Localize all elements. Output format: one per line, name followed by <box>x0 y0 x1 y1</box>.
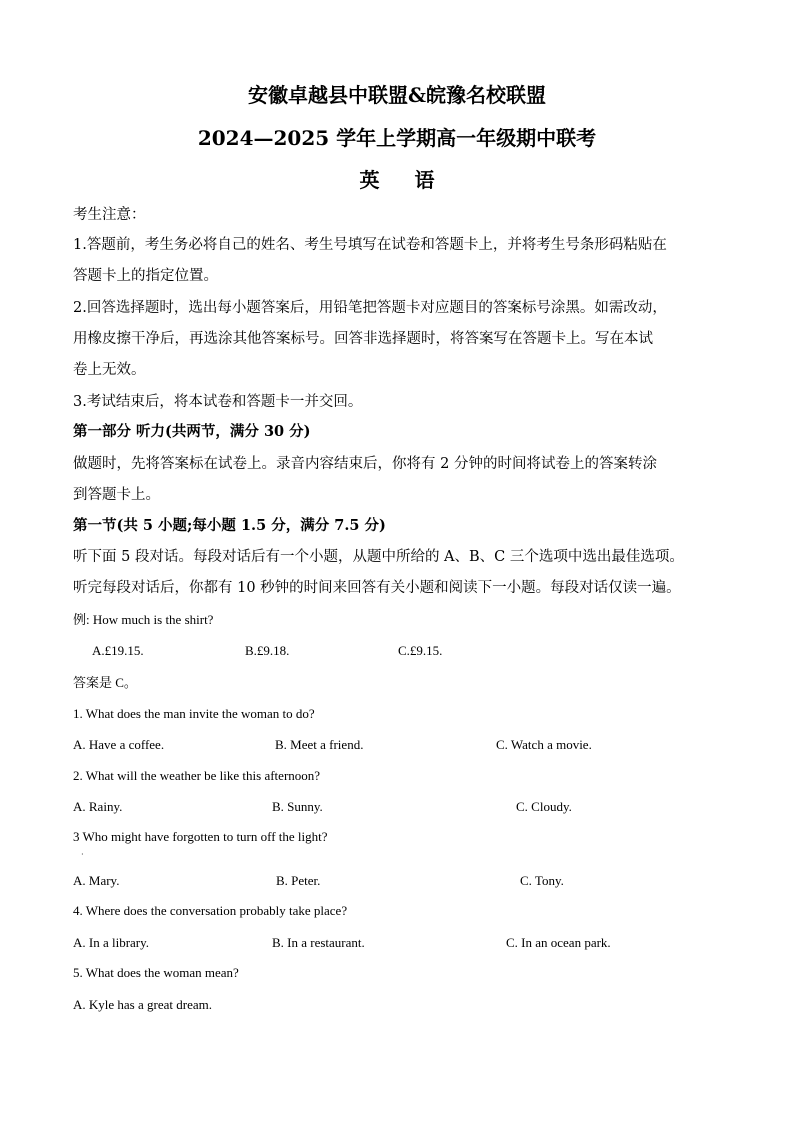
question-3-option-c: C. Tony. <box>520 873 564 888</box>
question-3-option-a: A. Mary. <box>73 873 120 888</box>
notice-item-1-line-1: 1.答题前，考生务必将自己的姓名、考生号填写在试卷和答题卡上，并将考生号条形码粘贴在 <box>73 237 667 253</box>
example-answer: 答案是 C。 <box>73 675 137 690</box>
notice-item-1-line-2: 答题卡上的指定位置。 <box>73 268 218 284</box>
question-1-option-c: C. Watch a movie. <box>496 737 592 752</box>
question-1: 1. What does the man invite the woman to do? <box>73 706 315 721</box>
example-option-b: B.£9.18. <box>245 643 290 658</box>
question-5: 5. What does the woman mean? <box>73 965 239 980</box>
question-4-option-a: A. In a library. <box>73 935 150 950</box>
notice-item-2-line-3: 卷上无效。 <box>73 362 146 378</box>
exam-subtitle: 2024—2025 学年上学期高一年级期中联考 <box>197 126 597 150</box>
subject-title: 英 语 <box>359 168 449 192</box>
question-3-option-b: B. Peter. <box>276 873 321 888</box>
question-4: 4. Where does the conversation probably take place? <box>73 903 348 918</box>
example-option-c: C.£9.15. <box>398 643 443 658</box>
section1-line-2: 听完每段对话后，你都有 10 秒钟的时间来回答有关小题和阅读下一小题。每段对话仅读一遍。 <box>73 580 681 596</box>
question-2-option-c: C. Cloudy. <box>516 799 572 814</box>
notice-heading: 考生注意： <box>73 207 146 223</box>
question-2-option-b: B. Sunny. <box>272 799 323 814</box>
question-4-option-b: B. In a restaurant. <box>272 935 365 950</box>
question-5-option-a: A. Kyle has a great dream. <box>73 997 212 1012</box>
question-3: 3 Who might have forgotten to turn off the light? <box>73 829 328 844</box>
question-4-option-c: C. In an ocean park. <box>506 935 611 950</box>
example-question: 例: How much is the shirt? <box>73 612 214 627</box>
question-2-option-a: A. Rainy. <box>73 799 123 814</box>
stray-dot: · <box>81 850 84 859</box>
question-2: 2. What will the weather be like this afternoon? <box>73 768 321 783</box>
section1-heading: 第一节(共 5 小题;每小题 1.5 分，满分 7.5 分) <box>73 517 386 534</box>
part1-intro-line-2: 到答题卡上。 <box>73 487 160 503</box>
example-option-a: A.£19.15. <box>92 643 144 658</box>
part1-heading: 第一部分 听力(共两节，满分 30 分) <box>73 423 311 440</box>
notice-item-2-line-1: 2.回答选择题时，选出每小题答案后，用铅笔把答题卡对应题目的答案标号涂黑。如需改动， <box>73 300 667 316</box>
question-1-option-a: A. Have a coffee. <box>73 737 165 752</box>
part1-intro-line-1: 做题时，先将答案标在试卷上。录音内容结束后，你将有 2 分钟的时间将试卷上的答案转涂 <box>73 456 657 472</box>
section1-line-1: 听下面 5 段对话。每段对话后有一个小题，从题中所给的 A、B、C 三个选项中选出最佳选项。 <box>73 549 684 565</box>
notice-item-2-line-2: 用橡皮擦干净后，再选涂其他答案标号。回答非选择题时，将答案写在答题卡上。写在本试 <box>73 331 653 347</box>
question-1-option-b: B. Meet a friend. <box>275 737 364 752</box>
notice-item-3: 3.考试结束后，将本试卷和答题卡一并交回。 <box>73 394 363 410</box>
exam-title: 安徽卓越县中联盟&皖豫名校联盟 <box>247 83 547 107</box>
